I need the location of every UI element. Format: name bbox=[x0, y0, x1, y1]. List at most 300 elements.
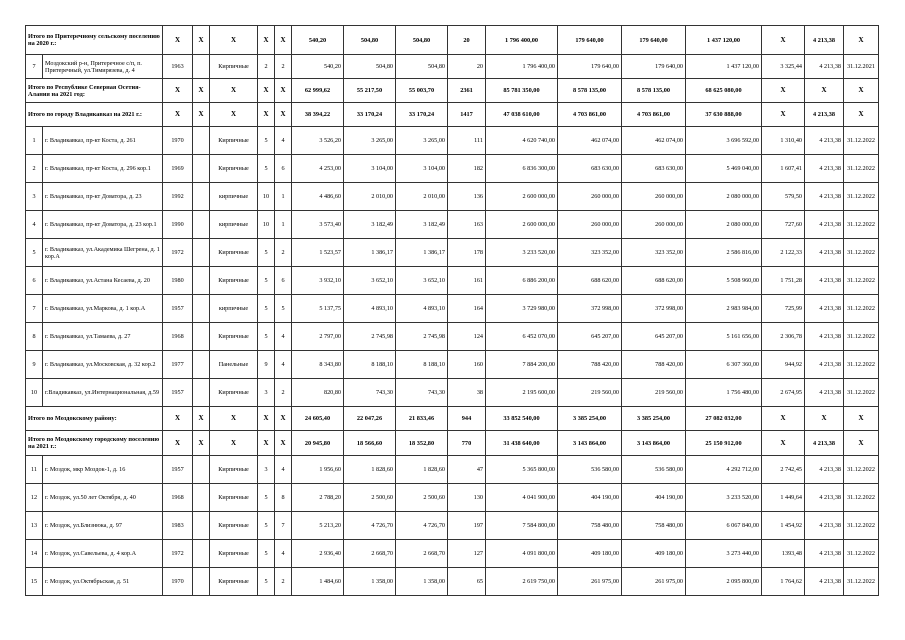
table-cell: 6 bbox=[275, 155, 292, 183]
table-cell: X bbox=[275, 26, 292, 55]
table-cell: Кирпичные bbox=[210, 323, 258, 351]
table-cell: 3 273 440,00 bbox=[686, 540, 762, 568]
table-cell: X bbox=[762, 431, 805, 456]
table-cell: 2 983 984,00 bbox=[686, 295, 762, 323]
address-cell: г.Владикавказ, ул.Интернациональная, д.59 bbox=[43, 379, 163, 407]
table-cell: 1417 bbox=[448, 103, 486, 127]
table-cell bbox=[193, 484, 210, 512]
row-number: 7 bbox=[26, 55, 43, 79]
table-cell: X bbox=[275, 407, 292, 431]
table-cell bbox=[193, 456, 210, 484]
table-cell: 4 213,38 bbox=[805, 568, 844, 596]
table-cell: 31.12.2022 bbox=[844, 267, 879, 295]
table-cell: 4 213,38 bbox=[805, 351, 844, 379]
table-cell: 179 640,00 bbox=[558, 55, 622, 79]
table-cell: 31.12.2022 bbox=[844, 127, 879, 155]
table-cell: 4 213,38 bbox=[805, 26, 844, 55]
table-cell bbox=[193, 323, 210, 351]
table-cell: 2 668,70 bbox=[344, 540, 396, 568]
table-cell: 4 703 861,00 bbox=[558, 103, 622, 127]
table-cell: 1 956,60 bbox=[292, 456, 344, 484]
address-cell: г. Моздок, ул.Октябрьская, д. 51 bbox=[43, 568, 163, 596]
table-cell: 1 828,60 bbox=[344, 456, 396, 484]
table-cell: X bbox=[805, 407, 844, 431]
table-cell: 409 180,00 bbox=[558, 540, 622, 568]
table-cell: 1990 bbox=[163, 211, 193, 239]
table-cell: 4 893,10 bbox=[396, 295, 448, 323]
table-cell: 136 bbox=[448, 183, 486, 211]
table-cell: 31.12.2022 bbox=[844, 323, 879, 351]
table-cell: 1970 bbox=[163, 568, 193, 596]
table-cell: X bbox=[210, 103, 258, 127]
table-cell: 2 195 600,00 bbox=[486, 379, 558, 407]
table-cell: 2 619 750,00 bbox=[486, 568, 558, 596]
table-cell: 3 526,20 bbox=[292, 127, 344, 155]
table-cell: X bbox=[762, 26, 805, 55]
row-number: 13 bbox=[26, 512, 43, 540]
table-cell: X bbox=[193, 79, 210, 103]
address-cell: г. Владикавказ, пр-кт Доватора, д. 23 кор.1 bbox=[43, 211, 163, 239]
table-cell: 260 000,00 bbox=[622, 183, 686, 211]
table-cell: 536 580,00 bbox=[558, 456, 622, 484]
table-cell: 6 836 300,00 bbox=[486, 155, 558, 183]
table-cell: X bbox=[193, 431, 210, 456]
table-cell: 8 578 135,00 bbox=[558, 79, 622, 103]
table-cell: 788 420,00 bbox=[558, 351, 622, 379]
table-cell: 2 010,00 bbox=[344, 183, 396, 211]
table-cell bbox=[193, 127, 210, 155]
summary-row bbox=[26, 103, 879, 127]
table-cell: 645 207,00 bbox=[622, 323, 686, 351]
table-cell: 372 998,00 bbox=[558, 295, 622, 323]
table-row bbox=[26, 512, 879, 540]
table-cell: 4 213,38 bbox=[805, 295, 844, 323]
table-cell: X bbox=[258, 79, 275, 103]
table-cell: 7 bbox=[275, 512, 292, 540]
summary-row bbox=[26, 431, 879, 456]
table-cell: 2 010,00 bbox=[396, 183, 448, 211]
table-cell: 68 625 080,00 bbox=[686, 79, 762, 103]
table-cell: 3 652,10 bbox=[344, 267, 396, 295]
table-cell: 4 620 740,00 bbox=[486, 127, 558, 155]
table-cell: 3 104,00 bbox=[344, 155, 396, 183]
table-cell: 5 bbox=[258, 540, 275, 568]
table-cell: 323 352,00 bbox=[622, 239, 686, 267]
table-cell: 27 082 032,00 bbox=[686, 407, 762, 431]
row-number: 3 bbox=[26, 183, 43, 211]
table-row bbox=[26, 183, 879, 211]
table-cell: 5 469 040,00 bbox=[686, 155, 762, 183]
table-cell: 2 586 816,00 bbox=[686, 239, 762, 267]
table-cell: 1 523,57 bbox=[292, 239, 344, 267]
table-cell: 1983 bbox=[163, 512, 193, 540]
row-number: 10 bbox=[26, 379, 43, 407]
summary-row bbox=[26, 407, 879, 431]
table-cell: 4 bbox=[275, 456, 292, 484]
table-cell: 5 508 960,00 bbox=[686, 267, 762, 295]
table-cell: 1 386,17 bbox=[344, 239, 396, 267]
table-cell: 2 745,98 bbox=[344, 323, 396, 351]
table-cell: 20 bbox=[448, 26, 486, 55]
table-cell: 3 325,44 bbox=[762, 55, 805, 79]
table-cell: 197 bbox=[448, 512, 486, 540]
table-row bbox=[26, 379, 879, 407]
table-cell: 372 998,00 bbox=[622, 295, 686, 323]
table-cell bbox=[193, 183, 210, 211]
table-cell: 758 480,00 bbox=[558, 512, 622, 540]
table-cell: 1 449,64 bbox=[762, 484, 805, 512]
table-cell: 2 080 000,00 bbox=[686, 183, 762, 211]
table-cell: 4 703 861,00 bbox=[622, 103, 686, 127]
table-cell: 5 bbox=[258, 323, 275, 351]
table-cell: 1969 bbox=[163, 155, 193, 183]
table-cell: 31.12.2022 bbox=[844, 456, 879, 484]
table-cell: 536 580,00 bbox=[622, 456, 686, 484]
table-cell bbox=[193, 239, 210, 267]
table-cell: 4 213,38 bbox=[805, 431, 844, 456]
table-cell: 5 161 656,00 bbox=[686, 323, 762, 351]
row-number: 7 bbox=[26, 295, 43, 323]
table-cell: 4 213,38 bbox=[805, 127, 844, 155]
table-cell: 3 bbox=[258, 456, 275, 484]
table-cell: 2 bbox=[275, 379, 292, 407]
table-cell: Кирпичные bbox=[210, 127, 258, 155]
table-cell: 1957 bbox=[163, 295, 193, 323]
table-cell: 944 bbox=[448, 407, 486, 431]
table-row bbox=[26, 323, 879, 351]
table-cell: 3 385 254,00 bbox=[622, 407, 686, 431]
table-cell: 645 207,00 bbox=[558, 323, 622, 351]
table-cell: 6 886 200,00 bbox=[486, 267, 558, 295]
address-cell: г. Владикавказ, ул.Академика Шегрена, д. 1 кор.А bbox=[43, 239, 163, 267]
table-cell: 688 620,00 bbox=[622, 267, 686, 295]
table-cell: 4 253,00 bbox=[292, 155, 344, 183]
table-cell: 163 bbox=[448, 211, 486, 239]
table-cell: X bbox=[275, 431, 292, 456]
table-cell: 2 500,60 bbox=[396, 484, 448, 512]
address-cell: г. Владикавказ, ул.Тамаева, д. 27 bbox=[43, 323, 163, 351]
table-cell: 38 bbox=[448, 379, 486, 407]
table-cell: 20 945,80 bbox=[292, 431, 344, 456]
row-number: 1 bbox=[26, 127, 43, 155]
address-cell: г. Моздок, мкр Моздок-1, д. 16 bbox=[43, 456, 163, 484]
table-cell: 1 bbox=[275, 211, 292, 239]
table-cell: 5 bbox=[258, 568, 275, 596]
table-cell: 6 bbox=[275, 267, 292, 295]
table-cell: 31.12.2022 bbox=[844, 351, 879, 379]
row-number: 12 bbox=[26, 484, 43, 512]
table-cell: 31 438 640,00 bbox=[486, 431, 558, 456]
table-cell bbox=[193, 155, 210, 183]
table-cell: 179 640,00 bbox=[558, 26, 622, 55]
summary-row bbox=[26, 26, 879, 55]
table-cell: 31.12.2022 bbox=[844, 540, 879, 568]
table-cell: X bbox=[805, 79, 844, 103]
document-sheet bbox=[25, 25, 875, 596]
table-cell bbox=[193, 351, 210, 379]
table-cell: Кирпичные bbox=[210, 512, 258, 540]
table-cell: 504,80 bbox=[344, 26, 396, 55]
table-cell: 3 bbox=[258, 379, 275, 407]
table-cell: X bbox=[258, 407, 275, 431]
table-cell: 7 884 200,00 bbox=[486, 351, 558, 379]
table-cell: 127 bbox=[448, 540, 486, 568]
data-table bbox=[25, 25, 879, 596]
table-cell: X bbox=[193, 407, 210, 431]
table-cell: 1 607,41 bbox=[762, 155, 805, 183]
table-cell: 1 828,60 bbox=[396, 456, 448, 484]
table-cell: 323 352,00 bbox=[558, 239, 622, 267]
table-cell: 219 560,00 bbox=[622, 379, 686, 407]
table-cell: X bbox=[210, 431, 258, 456]
table-row bbox=[26, 568, 879, 596]
table-cell: 31.12.2022 bbox=[844, 155, 879, 183]
table-cell: 3 143 864,00 bbox=[558, 431, 622, 456]
table-cell: Кирпичные bbox=[210, 568, 258, 596]
table-cell: 24 605,40 bbox=[292, 407, 344, 431]
table-cell: X bbox=[210, 407, 258, 431]
table-row bbox=[26, 295, 879, 323]
table-cell: 4 292 712,00 bbox=[686, 456, 762, 484]
table-cell: 6 067 840,00 bbox=[686, 512, 762, 540]
table-cell: X bbox=[275, 79, 292, 103]
table-cell: 6 307 360,00 bbox=[686, 351, 762, 379]
table-cell: 260 000,00 bbox=[558, 183, 622, 211]
table-cell: 4 bbox=[275, 323, 292, 351]
table-cell: 7 584 800,00 bbox=[486, 512, 558, 540]
table-cell: 504,80 bbox=[344, 55, 396, 79]
table-cell: X bbox=[163, 26, 193, 55]
table-cell: X bbox=[762, 407, 805, 431]
table-cell: 4 213,38 bbox=[805, 183, 844, 211]
table-cell: 4 bbox=[275, 127, 292, 155]
table-cell: 160 bbox=[448, 351, 486, 379]
table-cell: Кирпичные bbox=[210, 55, 258, 79]
table-cell: 4 213,38 bbox=[805, 379, 844, 407]
table-cell: 743,30 bbox=[344, 379, 396, 407]
table-cell: 47 038 610,00 bbox=[486, 103, 558, 127]
table-cell bbox=[193, 211, 210, 239]
table-cell: 261 975,00 bbox=[622, 568, 686, 596]
table-cell: 31.12.2022 bbox=[844, 568, 879, 596]
table-cell: 2 742,45 bbox=[762, 456, 805, 484]
table-cell: Кирпичные bbox=[210, 540, 258, 568]
table-cell: 3 729 980,00 bbox=[486, 295, 558, 323]
table-cell: 9 bbox=[258, 351, 275, 379]
table-cell: 33 170,24 bbox=[396, 103, 448, 127]
table-cell: 130 bbox=[448, 484, 486, 512]
table-cell: 3 265,00 bbox=[344, 127, 396, 155]
table-cell: 3 696 592,00 bbox=[686, 127, 762, 155]
table-cell: 540,20 bbox=[292, 26, 344, 55]
table-row bbox=[26, 267, 879, 295]
table-cell: 20 bbox=[448, 55, 486, 79]
table-cell: Панельные bbox=[210, 351, 258, 379]
row-number: 14 bbox=[26, 540, 43, 568]
table-cell: 5 bbox=[258, 127, 275, 155]
table-cell: 1980 bbox=[163, 267, 193, 295]
table-cell: 504,80 bbox=[396, 26, 448, 55]
table-cell: 3 265,00 bbox=[396, 127, 448, 155]
table-cell: 4 bbox=[275, 351, 292, 379]
table-cell: 1 bbox=[275, 183, 292, 211]
address-cell: г. Владикавказ, пр-кт Коста, д. 261 bbox=[43, 127, 163, 155]
table-cell: 4 213,38 bbox=[805, 323, 844, 351]
table-cell: 1 756 480,00 bbox=[686, 379, 762, 407]
table-cell: 3 573,40 bbox=[292, 211, 344, 239]
table-cell: 62 999,62 bbox=[292, 79, 344, 103]
table-cell: 1 358,00 bbox=[396, 568, 448, 596]
table-cell: 8 343,80 bbox=[292, 351, 344, 379]
address-cell: г. Моздок, ул.Савельева, д. 4 кор.А bbox=[43, 540, 163, 568]
address-cell: г. Владикавказ, ул.Маркова, д. 1 кор.А bbox=[43, 295, 163, 323]
table-cell: 85 781 350,00 bbox=[486, 79, 558, 103]
table-cell: 1 437 120,00 bbox=[686, 55, 762, 79]
table-cell: 38 394,22 bbox=[292, 103, 344, 127]
table-cell: 8 bbox=[275, 484, 292, 512]
summary-label: Итого по городу Владикавказ на 2021 г.: bbox=[26, 103, 163, 127]
table-cell: 2 500,60 bbox=[344, 484, 396, 512]
table-cell: X bbox=[258, 431, 275, 456]
table-cell: 1968 bbox=[163, 484, 193, 512]
table-cell: 261 975,00 bbox=[558, 568, 622, 596]
table-cell: 2 600 000,00 bbox=[486, 211, 558, 239]
table-cell: 727,60 bbox=[762, 211, 805, 239]
table-cell: 31.12.2022 bbox=[844, 484, 879, 512]
table-cell: 4 213,38 bbox=[805, 211, 844, 239]
table-cell: 5 137,75 bbox=[292, 295, 344, 323]
table-cell: 4 213,38 bbox=[805, 103, 844, 127]
table-cell: кирпичные bbox=[210, 211, 258, 239]
table-cell: 1977 bbox=[163, 351, 193, 379]
table-cell bbox=[193, 512, 210, 540]
table-cell: 8 578 135,00 bbox=[622, 79, 686, 103]
table-cell: 31.12.2022 bbox=[844, 183, 879, 211]
table-cell: X bbox=[762, 103, 805, 127]
table-cell: X bbox=[193, 103, 210, 127]
table-cell: 5 213,20 bbox=[292, 512, 344, 540]
table-cell: 8 188,10 bbox=[344, 351, 396, 379]
table-cell bbox=[193, 55, 210, 79]
table-cell: 4 726,70 bbox=[344, 512, 396, 540]
table-cell: 124 bbox=[448, 323, 486, 351]
table-cell: 2 600 000,00 bbox=[486, 183, 558, 211]
table-cell: 10 bbox=[258, 211, 275, 239]
table-cell: 4 213,38 bbox=[805, 456, 844, 484]
table-cell: 5 365 800,00 bbox=[486, 456, 558, 484]
table-cell: X bbox=[258, 26, 275, 55]
table-cell: Кирпичные bbox=[210, 155, 258, 183]
table-cell: 4 213,38 bbox=[805, 55, 844, 79]
table-row bbox=[26, 211, 879, 239]
table-cell: 820,80 bbox=[292, 379, 344, 407]
table-cell: X bbox=[210, 26, 258, 55]
table-cell: X bbox=[210, 79, 258, 103]
table-cell: X bbox=[163, 79, 193, 103]
table-cell: 1972 bbox=[163, 239, 193, 267]
table-cell: X bbox=[193, 26, 210, 55]
table-cell: 31.12.2022 bbox=[844, 512, 879, 540]
table-cell: X bbox=[844, 431, 879, 456]
table-row bbox=[26, 155, 879, 183]
table-cell: 409 180,00 bbox=[622, 540, 686, 568]
table-cell: 21 833,46 bbox=[396, 407, 448, 431]
table-row bbox=[26, 484, 879, 512]
table-cell bbox=[193, 379, 210, 407]
table-cell: 55 217,50 bbox=[344, 79, 396, 103]
table-cell: 2 095 800,00 bbox=[686, 568, 762, 596]
table-cell: 1992 bbox=[163, 183, 193, 211]
table-row bbox=[26, 239, 879, 267]
table-cell: 1970 bbox=[163, 127, 193, 155]
table-cell: 3 233 520,00 bbox=[686, 484, 762, 512]
table-row bbox=[26, 55, 879, 79]
table-cell: 2 bbox=[275, 239, 292, 267]
table-cell: кирпичные bbox=[210, 183, 258, 211]
table-cell: 1957 bbox=[163, 456, 193, 484]
table-cell: 5 bbox=[258, 155, 275, 183]
table-cell: Кирпичные bbox=[210, 456, 258, 484]
table-cell: 3 233 520,00 bbox=[486, 239, 558, 267]
row-number: 4 bbox=[26, 211, 43, 239]
table-cell: 178 bbox=[448, 239, 486, 267]
summary-label: Итого по Моздокскому району: bbox=[26, 407, 163, 431]
row-number: 2 bbox=[26, 155, 43, 183]
table-cell: Кирпичные bbox=[210, 239, 258, 267]
table-row bbox=[26, 540, 879, 568]
address-cell: г. Владикавказ, пр-кт Доватора, д. 23 bbox=[43, 183, 163, 211]
table-cell: 37 630 888,00 bbox=[686, 103, 762, 127]
table-cell: 33 852 540,00 bbox=[486, 407, 558, 431]
table-cell: 4 213,38 bbox=[805, 239, 844, 267]
table-cell: Кирпичные bbox=[210, 379, 258, 407]
table-cell: 31.12.2021 bbox=[844, 55, 879, 79]
row-number: 9 bbox=[26, 351, 43, 379]
table-cell: 31.12.2022 bbox=[844, 211, 879, 239]
table-cell: X bbox=[258, 103, 275, 127]
table-cell: 31.12.2022 bbox=[844, 295, 879, 323]
table-cell: 18 352,80 bbox=[396, 431, 448, 456]
table-cell: 1963 bbox=[163, 55, 193, 79]
table-cell: 4 bbox=[275, 540, 292, 568]
table-cell bbox=[193, 295, 210, 323]
table-cell: X bbox=[762, 79, 805, 103]
table-row bbox=[26, 456, 879, 484]
table-cell: 182 bbox=[448, 155, 486, 183]
row-number: 8 bbox=[26, 323, 43, 351]
table-cell: 4 213,38 bbox=[805, 155, 844, 183]
table-cell: 1957 bbox=[163, 379, 193, 407]
table-cell: 788 420,00 bbox=[622, 351, 686, 379]
table-cell: 2 797,00 bbox=[292, 323, 344, 351]
table-row bbox=[26, 127, 879, 155]
table-cell bbox=[193, 540, 210, 568]
table-cell: 770 bbox=[448, 431, 486, 456]
table-cell: 944,92 bbox=[762, 351, 805, 379]
table-cell: 462 074,00 bbox=[622, 127, 686, 155]
table-cell: 1 386,17 bbox=[396, 239, 448, 267]
table-cell: X bbox=[163, 407, 193, 431]
table-cell: 18 566,60 bbox=[344, 431, 396, 456]
address-cell: г. Владикавказ, ул.Московская, д. 32 кор.2 bbox=[43, 351, 163, 379]
table-cell: 5 bbox=[275, 295, 292, 323]
table-cell: 1393,48 bbox=[762, 540, 805, 568]
table-cell: 3 104,00 bbox=[396, 155, 448, 183]
table-cell: 161 bbox=[448, 267, 486, 295]
table-cell: 2 122,33 bbox=[762, 239, 805, 267]
table-cell: 31.12.2022 bbox=[844, 379, 879, 407]
table-cell: 4 213,38 bbox=[805, 484, 844, 512]
